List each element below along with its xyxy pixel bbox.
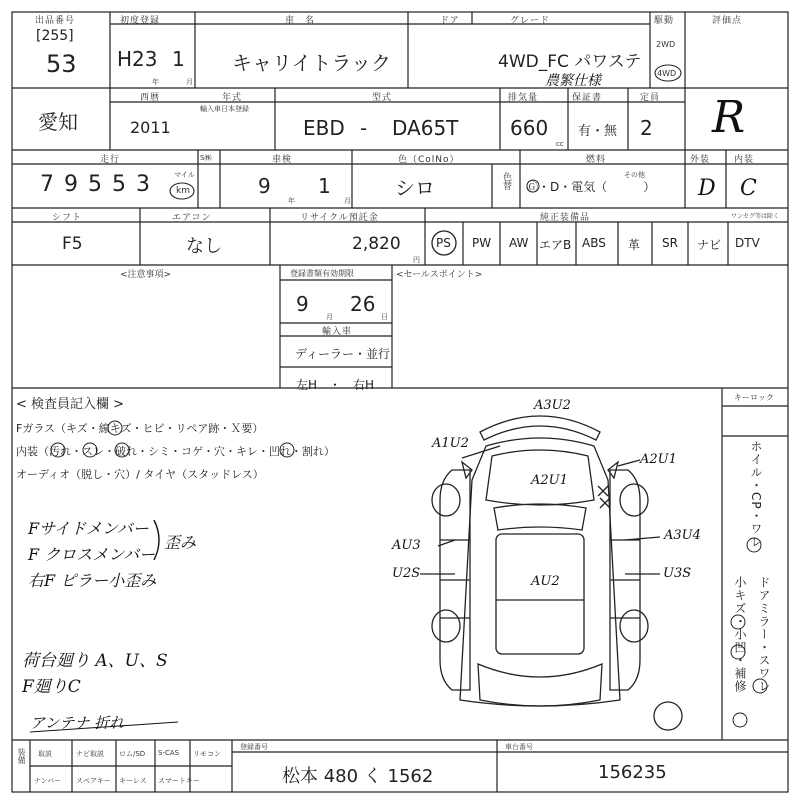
color-label: 色（ColNo） [398, 155, 460, 165]
model-code: DA65T [392, 116, 459, 140]
mark-a1u2: A1U2 [432, 436, 469, 451]
handwritten-bracket-note: 歪み [164, 533, 197, 552]
chassis-label: 車台番号 [505, 743, 533, 751]
footer-row1-item5: リモコン [193, 750, 221, 758]
inspector-label: < 検査員記入欄 > [16, 397, 125, 412]
inspection-year-unit: 年 [288, 197, 295, 205]
capacity-value: 2 [640, 116, 653, 140]
inspection-year: 9 [258, 174, 271, 198]
first-reg-year-unit: 年 [152, 78, 159, 86]
drive-4wd: 4WD [657, 69, 677, 78]
footer-row2-item2: スペアキー [76, 777, 111, 785]
equip-leather: 革 [628, 238, 641, 252]
mark-au3: AU3 [392, 538, 421, 553]
reg-value: 松本 480 く 1562 [282, 766, 434, 787]
interior-line: 内装（汚れ・スレ・破れ・シミ・コゲ・穴・キレ・凹れ・割れ） [16, 445, 335, 458]
hoshou-label: 保証書 [572, 93, 603, 103]
equip-aw: AW [509, 236, 529, 250]
interior-value: C [740, 176, 757, 201]
mileage-label: 走行 [100, 155, 121, 165]
region-name: 愛知 [38, 110, 78, 134]
car-name: キャリイトラック [232, 51, 391, 75]
first-reg-era: H23 [117, 47, 158, 71]
lot-box: [255] [36, 28, 74, 44]
capacity-label: 定員 [640, 93, 661, 103]
recycle-unit: 円 [413, 256, 420, 264]
import-value: ディーラー・並行 [295, 347, 391, 361]
mark-a3u2: A3U2 [534, 398, 571, 413]
drive-2wd: 2WD [656, 40, 676, 49]
displacement-value: 660 [510, 116, 549, 140]
model-label: 型式 [372, 93, 393, 103]
mileage-unit-mile: マイル [174, 171, 195, 179]
footer-row2-item3: キーレス [119, 777, 147, 785]
equipment-label: 純正装備品 [540, 213, 591, 223]
mark-au2: AU2 [531, 574, 560, 589]
handwritten-note-6: アンテナ 折れ [30, 714, 125, 732]
s-flag: S㈱ [200, 154, 212, 162]
footer-row1-item4: S-CAS [158, 749, 180, 757]
inspection-month-unit: 月 [344, 197, 351, 205]
exterior-label: 外装 [690, 155, 711, 165]
notes-label: <注意事項> [120, 270, 172, 280]
expiry-month-unit: 月 [326, 313, 333, 321]
equip-ps: PS [436, 236, 451, 250]
inspection-label: 車検 [272, 155, 293, 165]
handwritten-note-2: F クロスメンバー [28, 545, 156, 564]
sales-point-label: <セールスポイント> [396, 270, 483, 280]
grade-label: グレード [510, 16, 551, 26]
recycle-value: 2,820 [352, 234, 401, 254]
recycle-label: リサイクル預託金 [300, 213, 379, 223]
equip-pw: PW [472, 236, 492, 250]
mark-a3u4: A3U4 [664, 528, 701, 543]
footer-row1-item1: 取説 [38, 750, 52, 758]
equip-sr: SR [662, 236, 678, 250]
footer-row2-item4: スマートキー [158, 777, 200, 785]
fuel-value: Ⓖ・D・電気（ ） [526, 180, 656, 194]
model-prefix: EBD [303, 116, 345, 140]
equip-airbag: エアB [539, 238, 572, 252]
shift-value: F5 [62, 234, 83, 254]
color-change-label: 色替 [501, 172, 511, 190]
displacement-label: 排気量 [508, 93, 539, 103]
side-vertical-1: ホイル・CP・ワレ [749, 440, 763, 549]
exterior-value: D [698, 176, 716, 201]
glass-line: Fガラス（キズ・線キズ・ヒビ・リペア跡・Ｘ要） [16, 422, 264, 435]
footer-row1-item3: ロム/SD [119, 750, 146, 758]
model-year-label: 年式 [222, 93, 243, 103]
mark-u3s: U3S [663, 566, 692, 581]
inspection-month: 1 [318, 174, 331, 198]
score-label: 評価点 [712, 16, 743, 26]
handwritten-note-1: Fサイドメンバー [28, 519, 149, 538]
seireki-label: 西暦 [140, 93, 161, 103]
import-label: 輸入車 [322, 327, 353, 337]
mileage-unit-km: km [176, 186, 190, 196]
equip-navi: ナビ [697, 238, 722, 252]
ac-value: なし [186, 236, 222, 257]
chassis-value: 156235 [598, 762, 667, 783]
fuel-label: 燃料 [586, 155, 607, 165]
side-vertical-3: 小キズ・小凹・補修 [733, 576, 747, 693]
handwritten-note-3: 右F ピラー小歪み [28, 571, 157, 590]
model-dash: - [360, 116, 368, 140]
shift-label: シフト [52, 213, 83, 223]
lot-number: 53 [46, 50, 77, 78]
door-label: ドア [440, 16, 460, 26]
first-reg-month-unit: 月 [186, 78, 193, 86]
equip-dtv: DTV [735, 236, 760, 250]
mark-a2u1-center: A2U1 [531, 473, 568, 488]
handle-value: 左H ・ 右H [296, 378, 375, 392]
handwritten-note-4: 荷台廻り A、U、S [22, 651, 168, 671]
side-vertical-2: ドアミラー・スワレ [757, 576, 771, 693]
mark-u2s: U2S [392, 566, 421, 581]
audio-line: オーディオ（脱し・穴）/ タイヤ（スタッドレス） [16, 468, 264, 481]
interior-label: 内装 [734, 155, 755, 165]
drive-label: 駆動 [654, 16, 675, 26]
expiry-label: 登録書類有効期限 [290, 269, 354, 278]
footer-row1-item2: ナビ取説 [76, 750, 104, 758]
handwritten-note-5: F廻りC [22, 677, 81, 697]
mark-a2u1-right: A2U1 [640, 452, 677, 467]
grade-note: 農繁仕様 [545, 73, 601, 89]
keyless-label: キーロック [734, 393, 774, 402]
expiry-day-unit: 日 [381, 313, 388, 321]
model-year-sub: 輸入車日本登録 [200, 105, 249, 113]
car-name-label: 車 名 [285, 16, 316, 26]
score-value: R [712, 92, 746, 143]
first-reg-label: 初度登録 [120, 16, 161, 26]
tv-note: ワンセグ等は除く [731, 213, 780, 220]
equip-abs: ABS [582, 236, 606, 250]
mileage-value: 79553 [40, 172, 160, 197]
expiry-day: 26 [350, 292, 376, 316]
reg-label: 登録番号 [240, 743, 268, 751]
seireki-value: 2011 [130, 118, 171, 137]
color-value: シロ [395, 176, 435, 200]
displacement-unit: cc [556, 140, 564, 148]
footer-row2-item1: ナンバー [34, 777, 62, 785]
ac-label: エアコン [172, 213, 212, 223]
expiry-month: 9 [296, 292, 309, 316]
first-reg-month: 1 [172, 47, 185, 71]
footer-equip-label: 装備 [17, 748, 26, 764]
fuel-other: その他 [624, 171, 645, 179]
hoshou-value: 有・無 [578, 124, 618, 139]
lot-label: 出品番号 [35, 16, 76, 26]
grade-text: 4WD_FC パワステ [498, 52, 642, 72]
